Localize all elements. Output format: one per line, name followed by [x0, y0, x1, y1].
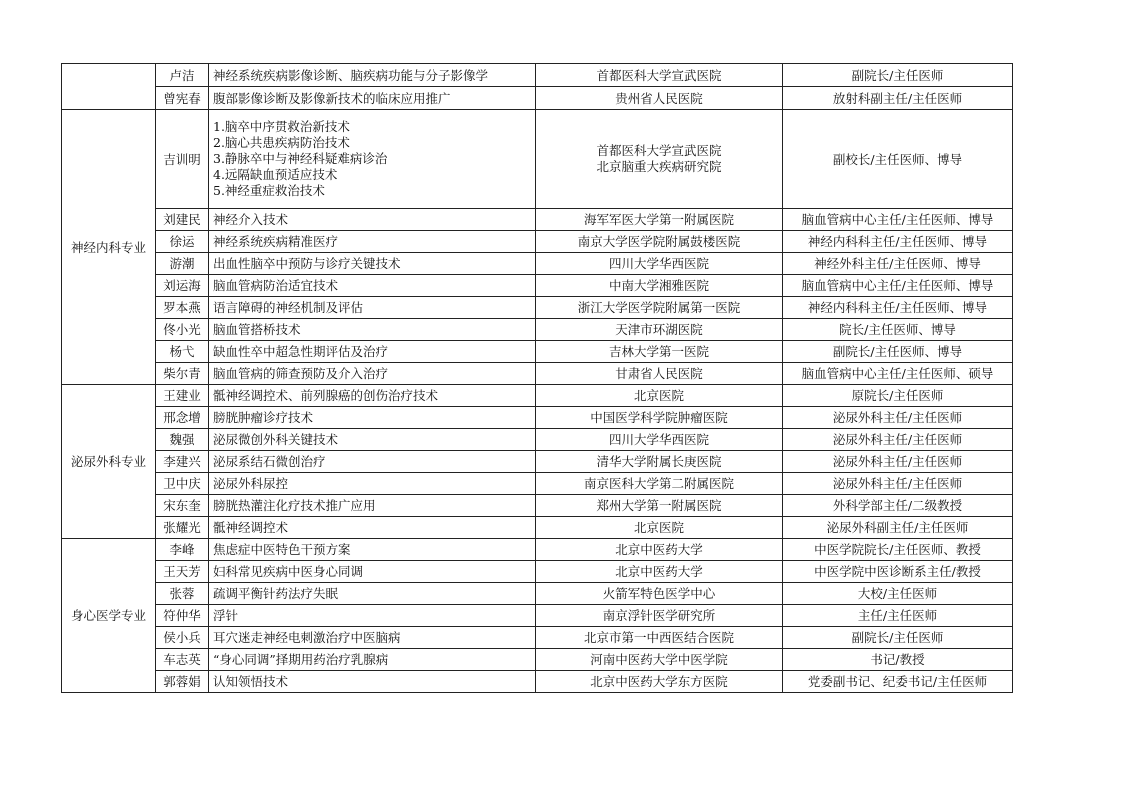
position-title-cell: 副院长/主任医师 [783, 64, 1013, 87]
expert-name-cell: 宋东奎 [156, 495, 209, 517]
hospital-cell: 河南中医药大学中医学院 [536, 649, 783, 671]
technique-cell: 出血性脑卒中预防与诊疗关键技术 [209, 253, 536, 275]
position-title-cell: 原院长/主任医师 [783, 385, 1013, 407]
table-row [62, 473, 1013, 495]
position-title-cell: 党委副书记、纪委书记/主任医师 [783, 671, 1013, 693]
table-row [62, 539, 1013, 561]
technique-cell: 浮针 [209, 605, 536, 627]
technique-cell: 语言障碍的神经机制及评估 [209, 297, 536, 319]
hospital-cell: 甘肃省人民医院 [536, 363, 783, 385]
specialty-cell: 身心医学专业 [62, 539, 156, 693]
expert-name-cell: 邢念增 [156, 407, 209, 429]
expert-name-cell: 王天芳 [156, 561, 209, 583]
hospital-cell: 北京中医药大学 [536, 561, 783, 583]
technique-cell: 骶神经调控术 [209, 517, 536, 539]
technique-cell: 缺血性卒中超急性期评估及治疗 [209, 341, 536, 363]
expert-name-cell: 李峰 [156, 539, 209, 561]
table-row [62, 407, 1013, 429]
position-title-cell: 外科学部主任/二级教授 [783, 495, 1013, 517]
position-title-cell: 神经外科主任/主任医师、博导 [783, 253, 1013, 275]
expert-name-cell: 刘运海 [156, 275, 209, 297]
table-row [62, 275, 1013, 297]
position-title-cell: 主任/主任医师 [783, 605, 1013, 627]
table-row [62, 110, 1013, 209]
technique-cell: 泌尿微创外科关键技术 [209, 429, 536, 451]
hospital-cell: 南京大学医学院附属鼓楼医院 [536, 231, 783, 253]
hospital-line: 北京脑重大疾病研究院 [596, 159, 722, 174]
table-row [62, 627, 1013, 649]
technique-line: 5.神经重症救治技术 [213, 183, 325, 198]
technique-cell: 神经系统疾病影像诊断、脑疾病功能与分子影像学 [209, 64, 536, 87]
hospital-line: 首都医科大学宣武医院 [596, 143, 722, 158]
position-title-cell: 神经内科科主任/主任医师、博导 [783, 297, 1013, 319]
hospital-cell: 中国医学科学院肿瘤医院 [536, 407, 783, 429]
hospital-cell: 中南大学湘雅医院 [536, 275, 783, 297]
table-row [62, 209, 1013, 231]
hospital-cell: 北京医院 [536, 517, 783, 539]
position-title-cell: 泌尿外科主任/主任医师 [783, 451, 1013, 473]
hospital-cell: 清华大学附属长庚医院 [536, 451, 783, 473]
technique-cell: 骶神经调控术、前列腺癌的创伤治疗技术 [209, 385, 536, 407]
technique-line: 1.脑卒中序贯救治新技术 [213, 119, 350, 134]
position-title-cell: 脑血管病中心主任/主任医师、硕导 [783, 363, 1013, 385]
technique-cell: 泌尿系结石微创治疗 [209, 451, 536, 473]
position-title-cell: 神经内科科主任/主任医师、博导 [783, 231, 1013, 253]
expert-name-cell: 符仲华 [156, 605, 209, 627]
table-row [62, 231, 1013, 253]
hospital-cell: 北京中医药大学东方医院 [536, 671, 783, 693]
technique-cell: 膀胱热灌注化疗技术推广应用 [209, 495, 536, 517]
expert-name-cell: 游潮 [156, 253, 209, 275]
table-row [62, 253, 1013, 275]
expert-name-cell: 侯小兵 [156, 627, 209, 649]
technique-cell: 脑血管搭桥技术 [209, 319, 536, 341]
table-row [62, 671, 1013, 693]
hospital-cell [536, 110, 783, 209]
table-row [62, 64, 1013, 87]
table-row [62, 517, 1013, 539]
technique-cell: 泌尿外科尿控 [209, 473, 536, 495]
technique-cell: 腹部影像诊断及影像新技术的临床应用推广 [209, 87, 536, 110]
hospital-cell: 北京医院 [536, 385, 783, 407]
position-title-cell: 泌尿外科主任/主任医师 [783, 473, 1013, 495]
technique-cell: 疏调平衡针药法疗失眠 [209, 583, 536, 605]
technique-cell: 认知领悟技术 [209, 671, 536, 693]
hospital-cell: 北京中医药大学 [536, 539, 783, 561]
expert-name-cell: 张耀光 [156, 517, 209, 539]
expert-name-cell: 魏强 [156, 429, 209, 451]
position-title-cell: 脑血管病中心主任/主任医师、博导 [783, 275, 1013, 297]
expert-name-cell: 佟小光 [156, 319, 209, 341]
technique-cell: 神经系统疾病精准医疗 [209, 231, 536, 253]
technique-cell [209, 110, 536, 209]
position-title-cell: 大校/主任医师 [783, 583, 1013, 605]
position-title-cell: 中医学院院长/主任医师、教授 [783, 539, 1013, 561]
table-row [62, 341, 1013, 363]
hospital-cell: 北京市第一中西医结合医院 [536, 627, 783, 649]
expert-name-cell: 车志英 [156, 649, 209, 671]
table-row [62, 583, 1013, 605]
technique-line: 3.静脉卒中与神经科疑难病诊治 [213, 151, 388, 166]
expert-name-cell: 郭蓉娟 [156, 671, 209, 693]
table-row [62, 297, 1013, 319]
hospital-cell: 海军军医大学第一附属医院 [536, 209, 783, 231]
position-title-cell: 泌尿外科副主任/主任医师 [783, 517, 1013, 539]
hospital-cell: 南京浮针医学研究所 [536, 605, 783, 627]
expert-name-cell: 徐运 [156, 231, 209, 253]
expert-table [61, 63, 1013, 693]
table-row [62, 385, 1013, 407]
expert-name-cell: 王建业 [156, 385, 209, 407]
position-title-cell: 副校长/主任医师、博导 [783, 110, 1013, 209]
table-row [62, 451, 1013, 473]
technique-cell: 妇科常见疾病中医身心同调 [209, 561, 536, 583]
technique-line: 2.脑心共患疾病防治技术 [213, 135, 350, 150]
technique-cell: 脑血管病防治适宜技术 [209, 275, 536, 297]
table-row [62, 429, 1013, 451]
position-title-cell: 中医学院中医诊断系主任/教授 [783, 561, 1013, 583]
table-row [62, 561, 1013, 583]
hospital-cell: 南京医科大学第二附属医院 [536, 473, 783, 495]
hospital-cell: 浙江大学医学院附属第一医院 [536, 297, 783, 319]
position-title-cell: 书记/教授 [783, 649, 1013, 671]
hospital-cell: 四川大学华西医院 [536, 253, 783, 275]
hospital-cell: 天津市环湖医院 [536, 319, 783, 341]
table-row [62, 363, 1013, 385]
technique-cell: “身心同调”择期用药治疗乳腺病 [209, 649, 536, 671]
position-title-cell: 泌尿外科主任/主任医师 [783, 429, 1013, 451]
table-row [62, 605, 1013, 627]
expert-name-cell: 柴尔青 [156, 363, 209, 385]
technique-cell: 焦虑症中医特色干预方案 [209, 539, 536, 561]
position-title-cell: 泌尿外科主任/主任医师 [783, 407, 1013, 429]
technique-cell: 脑血管病的筛查预防及介入治疗 [209, 363, 536, 385]
table-row [62, 319, 1013, 341]
expert-name-cell: 张蓉 [156, 583, 209, 605]
expert-name-cell: 吉训明 [156, 110, 209, 209]
position-title-cell: 副院长/主任医师、博导 [783, 341, 1013, 363]
technique-cell: 耳穴迷走神经电刺激治疗中医脑病 [209, 627, 536, 649]
position-title-cell: 副院长/主任医师 [783, 627, 1013, 649]
hospital-cell: 首都医科大学宣武医院 [536, 64, 783, 87]
position-title-cell: 脑血管病中心主任/主任医师、博导 [783, 209, 1013, 231]
hospital-cell: 吉林大学第一医院 [536, 341, 783, 363]
expert-name-cell: 曾宪春 [156, 87, 209, 110]
hospital-cell: 郑州大学第一附属医院 [536, 495, 783, 517]
expert-table-body [62, 64, 1013, 693]
table-row [62, 495, 1013, 517]
technique-cell: 膀胱肿瘤诊疗技术 [209, 407, 536, 429]
position-title-cell: 院长/主任医师、博导 [783, 319, 1013, 341]
hospital-cell: 火箭军特色医学中心 [536, 583, 783, 605]
specialty-cell: 泌尿外科专业 [62, 385, 156, 539]
position-title-cell: 放射科副主任/主任医师 [783, 87, 1013, 110]
hospital-cell: 贵州省人民医院 [536, 87, 783, 110]
technique-cell: 神经介入技术 [209, 209, 536, 231]
expert-name-cell: 卫中庆 [156, 473, 209, 495]
table-row [62, 87, 1013, 110]
expert-name-cell: 刘建民 [156, 209, 209, 231]
hospital-cell: 四川大学华西医院 [536, 429, 783, 451]
specialty-cell: 神经内科专业 [62, 110, 156, 385]
expert-name-cell: 卢洁 [156, 64, 209, 87]
table-row [62, 649, 1013, 671]
technique-line: 4.远隔缺血预适应技术 [213, 167, 338, 182]
expert-name-cell: 李建兴 [156, 451, 209, 473]
expert-name-cell: 罗本燕 [156, 297, 209, 319]
specialty-cell [62, 64, 156, 110]
expert-name-cell: 杨弋 [156, 341, 209, 363]
